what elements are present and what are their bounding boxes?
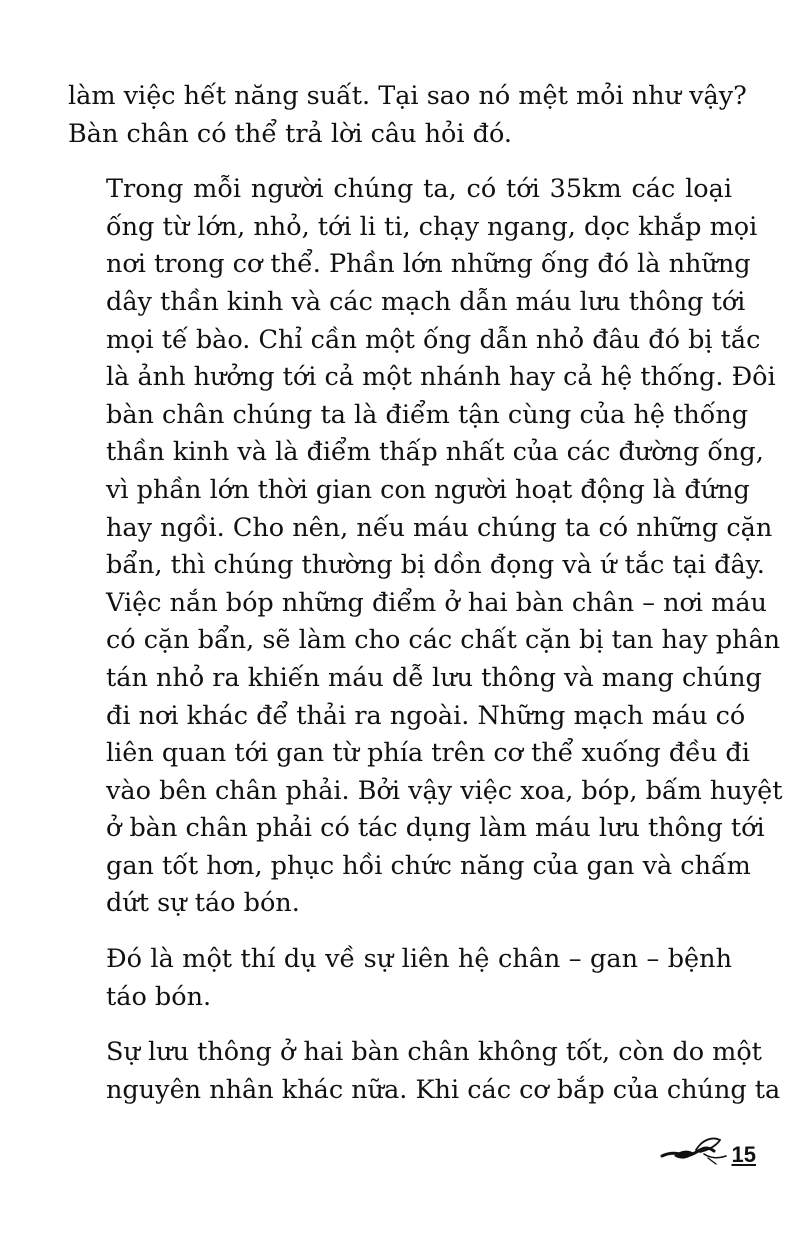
text-line: là ảnh hưởng tới cả một nhánh hay cả hệ thống. Đôi xyxy=(106,362,776,393)
text-line: thần kinh và là điểm thấp nhất của các đường ống, xyxy=(106,437,764,468)
text-line: dứt sự táo bón. xyxy=(106,888,300,919)
paragraph xyxy=(68,171,783,923)
text-line: vào bên chân phải. Bởi vậy việc xoa, bóp, bấm huyệt xyxy=(106,775,783,806)
text-line: hay ngồi. Cho nên, nếu máu chúng ta có những cặn xyxy=(106,512,773,543)
text-line: mọi tế bào. Chỉ cần một ống dẫn nhỏ đâu đó bị tắc xyxy=(106,324,761,355)
text-line: Sự lưu thông ở hai bàn chân không tốt, còn do một xyxy=(106,1037,762,1068)
text-line: Trong mỗi người chúng ta, có tới 35km các loại xyxy=(106,174,732,205)
text-line: nguyên nhân khác nữa. Khi các cơ bắp của chúng ta xyxy=(106,1074,781,1105)
bird-flourish-icon xyxy=(660,1132,730,1166)
body-text xyxy=(68,78,783,1127)
page-footer xyxy=(660,1132,756,1166)
text-line: dây thần kinh và các mạch dẫn máu lưu thông tới xyxy=(106,286,746,317)
text-line: tán nhỏ ra khiến máu dễ lưu thông và mang chúng xyxy=(106,662,762,693)
text-line: nơi trong cơ thể. Phần lớn những ống đó là những xyxy=(106,249,751,280)
page-number: 15 xyxy=(731,1142,756,1167)
text-line: táo bón. xyxy=(106,981,212,1012)
text-line: Đó là một thí dụ về sự liên hệ chân – gan – bệnh xyxy=(106,944,732,975)
text-line: Việc nắn bóp những điểm ở hai bàn chân – nơi máu xyxy=(106,587,767,618)
text-line: bẩn, thì chúng thường bị dồn đọng và ứ tắc tại đây. xyxy=(106,550,765,581)
text-line: gan tốt hơn, phục hồi chức năng của gan và chấm xyxy=(106,850,751,881)
text-line: ở bàn chân phải có tác dụng làm máu lưu thông tới xyxy=(106,813,765,844)
text-line: ống từ lớn, nhỏ, tới li ti, chạy ngang, dọc khắp mọi xyxy=(106,211,758,242)
text-line: có cặn bẩn, sẽ làm cho các chất cặn bị tan hay phân xyxy=(106,625,781,656)
text-line: Bàn chân có thể trả lời câu hỏi đó. xyxy=(68,118,513,149)
paragraph xyxy=(68,78,747,153)
paragraph xyxy=(68,941,732,1016)
text-line: đi nơi khác để thải ra ngoài. Những mạch máu có xyxy=(106,700,746,731)
text-line: bàn chân chúng ta là điểm tận cùng của hệ thống xyxy=(106,399,749,430)
text-line: liên quan tới gan từ phía trên cơ thể xuống đều đi xyxy=(106,738,750,769)
paragraph xyxy=(68,1034,781,1109)
text-line: làm việc hết năng suất. Tại sao nó mệt mỏi như vậy? xyxy=(68,81,747,111)
text-line: vì phần lớn thời gian con người hoạt động là đứng xyxy=(106,474,750,505)
